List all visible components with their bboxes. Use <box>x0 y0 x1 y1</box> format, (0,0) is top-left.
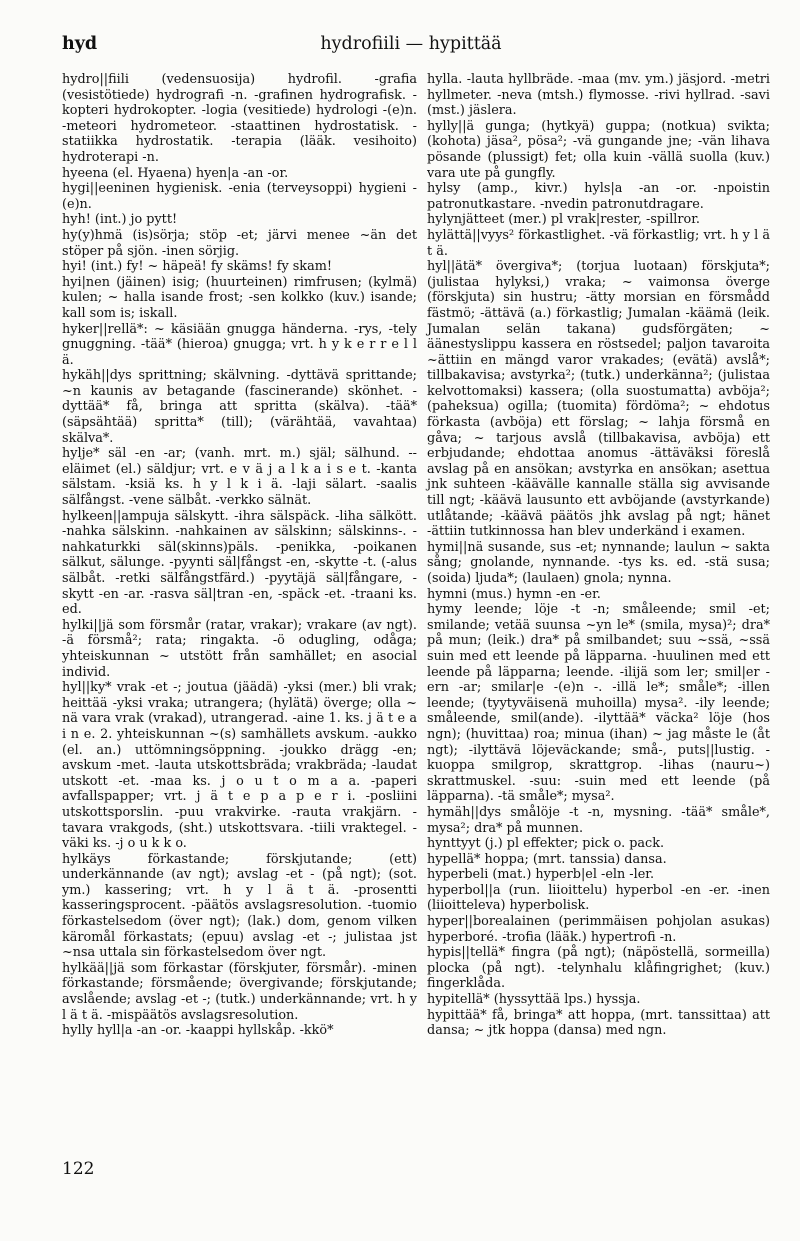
entry: hypitellä* (hyssyttää lps.) hyssja. <box>427 992 641 1008</box>
entry: hyl||ätä* övergiva*; (torjua luotaan) förskjuta*; (julistaa hylyksi,) vraka; ~ vaimonsa överge (förskjuta) sin hustru; -ätty morsian en försmådd fästmö; -ättävä (a.) förkastlig; Jumalan -käämä (leik. Jumalan selän takana) gudsförgäten; ~ äänestyslippu kassera en röstsedel; paljon tavaroita ~ättiin en mängd varor vrakades; (evätä) avslå*; tillbakavisa; avstyrka²; (tutk.) underkänna²; (julistaa kelvottomaksi) kassera; (olla suostumatta) avböja²; (paheksua) ogilla; (tuomita) fördöma²; ~ ehdotus förkasta (avböja) ett förslag; ~ lahja försmå en gåva; ~ tarjous avslå (tillbakavisa, avböja) ett erbjudande; ehdottaa anomus -ättäväksi föreslå avslag på en ansökan; avstyrka en ansökan; asettua jnk suhteen -käävälle kannalle ställa sig avvisande till ngt; -käävä lausunto ett avböjande (avstyrkande) utlåtande; -käävä päätös jhk avslag på ngt; hänet -ättiin tutkinnossa han blev underkänd i examen. <box>427 259 770 540</box>
entry: hyperbol||a (run. liioittelu) hyperbol -en -er. -inen (liioitteleva) hyperbolisk. <box>427 882 770 914</box>
entry: hylly||ä gunga; (hytkyä) guppa; (notkua) svikta; (kohota) jäsa², pösa²; -vä gungande jne; -vän lihava pösande (plussigt) fet; olla kuin -vällä suolla (kuv.) vara ute på gungfly. <box>427 118 770 181</box>
entry: hylkää||jä som förkastar (förskjuter, försmår). -minen förkastande; försmående; övergivande; förskjutande; avslående; avslag -et -; (tutk.) underkännande; vrt. h y l ä t ä. -mispäätös avslagsresolution. <box>62 960 417 1023</box>
entry: hylkäys förkastande; förskjutande; (ett) underkännande (av ngt); avslag -et - (på ngt); (sot. ym.) kassering; vrt. h y l ä t ä. -prosentti kasseringsprocent. -päätös avslagsresolution. -tuomio förkastelsedom (över ngt); (lak.) dom, genom vilken käromål förkastats; (epuu) avslag -et -; julistaa jst ~nsa uttala sin förkastelsedom över ngt. <box>62 851 417 961</box>
entry: hykäh||dys sprittning; skälvning. -dyttävä sprittande; ~n kaunis av betagande (fascinerande) skönhet. -dyttää* få, bringa att spritta (skälva). -tää* (säpsähtää) spritta* (till); (värähtää, vavahtaa) skälva*. <box>62 368 417 446</box>
entry: hypellä* hoppa; (mrt. tanssia) dansa. <box>427 851 667 867</box>
entry: hyl||ky* vrak -et -; joutua (jäädä) -yksi (mer.) bli vrak; heittää -yksi vraka; utrangera; (hylätä) överge; olla ~ nä vara vrak (vrakad), utrangerad. -aine 1. ks. j ä t e a i n e. 2. yhteiskunnan ~(s) samhällets avskum. -aukko (el. an.) uttömningsöppning. -joukko drägg -en; avskum -met. -lauta utskottsbräda; vrakbräda; -laudat utskott -et. -maa ks. j o u t o m a a. -paperi avfallspapper; vrt. j ä t e p a p e r i. -posliini utskottsporslin. -puu vrakvirke. -rauta vrakjärn. -tavara vrakgods, (sht.) utskottsvara. -tiili vraktegel. -väki ks. -j o u k k o. <box>62 680 417 852</box>
page-number: 122 <box>62 1159 95 1179</box>
entry: hypis||tellä* fingra (på ngt); (näpöstellä, sormeilla) plocka (på ngt). -telynhalu klåfingrighet; (kuv.) fingerklåda. <box>427 945 770 992</box>
entry: hylki||jä som försmår (ratar, vrakar); vrakare (av ngt). -ä försmå²; rata; ringakta. -ö odugling, odåga; yhteiskunnan ~ utstött från samhället; en asocial individ. <box>62 617 417 680</box>
entry: hymi||nä susande, sus -et; nynnande; laulun ~ sakta sång; gnolande, nynnande. -tys ks. ed. -stä susa; (soida) ljuda*; (laulaen) gnola; nynna. <box>427 539 770 586</box>
entry: hyi! (int.) fy! ~ häpeä! fy skäms! fy skam! <box>62 259 332 275</box>
entry: hyi|nen (jäinen) isig; (huurteinen) rimfrusen; (kylmä) kulen; ~ halla isande frost; -sen kolkko (kuv.) isande; kall som is; iskall. <box>62 274 417 321</box>
entry: hyh! (int.) jo pytt! <box>62 212 178 228</box>
entry: hymni (mus.) hymn -en -er. <box>427 586 601 602</box>
entry: hyperbeli (mat.) hyperb|el -eln -ler. <box>427 867 655 883</box>
entry: hyper||borealainen (perimmäisen pohjolan asukas) hyperboré. -trofia (lääk.) hypertrofi -n. <box>427 914 770 945</box>
entry: hylkeen||ampuja sälskytt. -ihra sälspäck. -liha sälkött. -nahka sälskinn. -nahkainen av sälskinn; sälskinns-. -nahkaturkki säl(skinns)päls. -penikka, -poikanen sälkut, sälunge. -pyynti säl|fångst -en, -skytte -t. (-alus sälbåt. -retki sälfångstfärd.) -pyytäjä säl|fångare, -skytt -en -ar. -rasva säl|tran -en, -späck -et. -traani ks. ed. <box>62 508 417 618</box>
entry: hypittää* få, bringa* att hoppa, (mrt. tanssittaa) att dansa; ~ jtk hoppa (dansa) med ngn. <box>427 1007 770 1039</box>
entry: hylje* säl -en -ar; (vanh. mrt. m.) själ; sälhund. --eläimet (el.) säldjur; vrt. e v ä j a l k a i s e t. -kanta sälstam. -ksiä ks. h y l k i ä. -laji sälart. -saalis sälfångst. -vene sälbåt. -verkko sälnät. <box>62 446 417 509</box>
entry: hyeena (el. Hyaena) hyen|a -an -or. <box>62 165 289 181</box>
header-range: hydrofiili — hypittää <box>320 34 502 54</box>
right-column <box>427 72 770 1039</box>
entry: hynttyyt (j.) pl effekter; pick o. pack. <box>427 836 665 852</box>
entry: hydro||fiili (vedensuosija) hydrofil. -grafia (vesistötiede) hydrografi -n. -grafinen hydrografisk. -kopteri hydrokopter. -logia (vesitiede) hydrologi -(e)n. -meteori hydrometeor. -staattinen hydrostatisk. -statiikka hydrostatik. -terapia (lääk. vesihoito) hydroterapi -n. <box>62 72 417 165</box>
entry: hymäh||dys smålöje -t -n, mysning. -tää* småle*, mysa²; dra* på munnen. <box>427 804 770 836</box>
entry: hylynjätteet (mer.) pl vrak|rester, -spillror. <box>427 212 700 228</box>
entry: hylättä||vyys² förkastlighet. -vä förkastlig; vrt. h y l ä t ä. <box>427 227 770 259</box>
entry: hylsy (amp., kivr.) hyls|a -an -or. -npoistin patronutkastare. -nvedin patronutdragare. <box>427 181 770 212</box>
entry: hy(y)hmä (is)sörja; stöp -et; järvi menee ~än det stöper på sjön. -inen sörjig. <box>62 227 417 259</box>
entry: hymy leende; löje -t -n; småleende; smil -et; smilande; vetää suunsa ~yn le* (smila, mysa)²; dra* på mun; (leik.) dra* på smilbandet; suu ~ssä, ~ssä suin med ett leende på läpparna. -huulinen med ett leende på läpparna; leende. -ilijä som ler; smil|er -ern -ar; smilar|e -(e)n -. -illä le*; småle*; -illen leende; (tyytyväisenä muhoilla) mysa². -ily leende; småleende, smil(ande). -ilyttää* väcka² löje (hos ngn); (huvittaa) roa; minua (ihan) ~ jag måste le (åt ngt); -ilyttävä löjeväckande; små-, puts||lustig. -kuoppa smilgrop, skrattgrop. -lihas (nauru~) skrattmuskel. -suu: -suin med ett leende (på läpparna). -tä småle*; mysa². <box>427 602 770 805</box>
left-column <box>62 72 417 1039</box>
entry: hygi||eeninen hygienisk. -enia (terveysoppi) hygieni -(e)n. <box>62 181 417 212</box>
entry: hylla. -lauta hyllbräde. -maa (mv. ym.) jäsjord. -metri hyllmeter. -neva (mtsh.) flymosse. -rivi hyllrad. -savi (mst.) jäslera. <box>427 72 770 119</box>
entry: hylly hyll|a -an -or. -kaappi hyllskåp. -kkö* <box>62 1023 334 1039</box>
header-guide-word: hyd <box>62 34 98 54</box>
entry: hyker||rellä*: ~ käsiään gnugga händerna. -rys, -tely gnuggning. -tää* (hieroa) gnugga; vrt. h y k e r r e l l ä. <box>62 321 417 368</box>
page-header <box>62 34 760 60</box>
